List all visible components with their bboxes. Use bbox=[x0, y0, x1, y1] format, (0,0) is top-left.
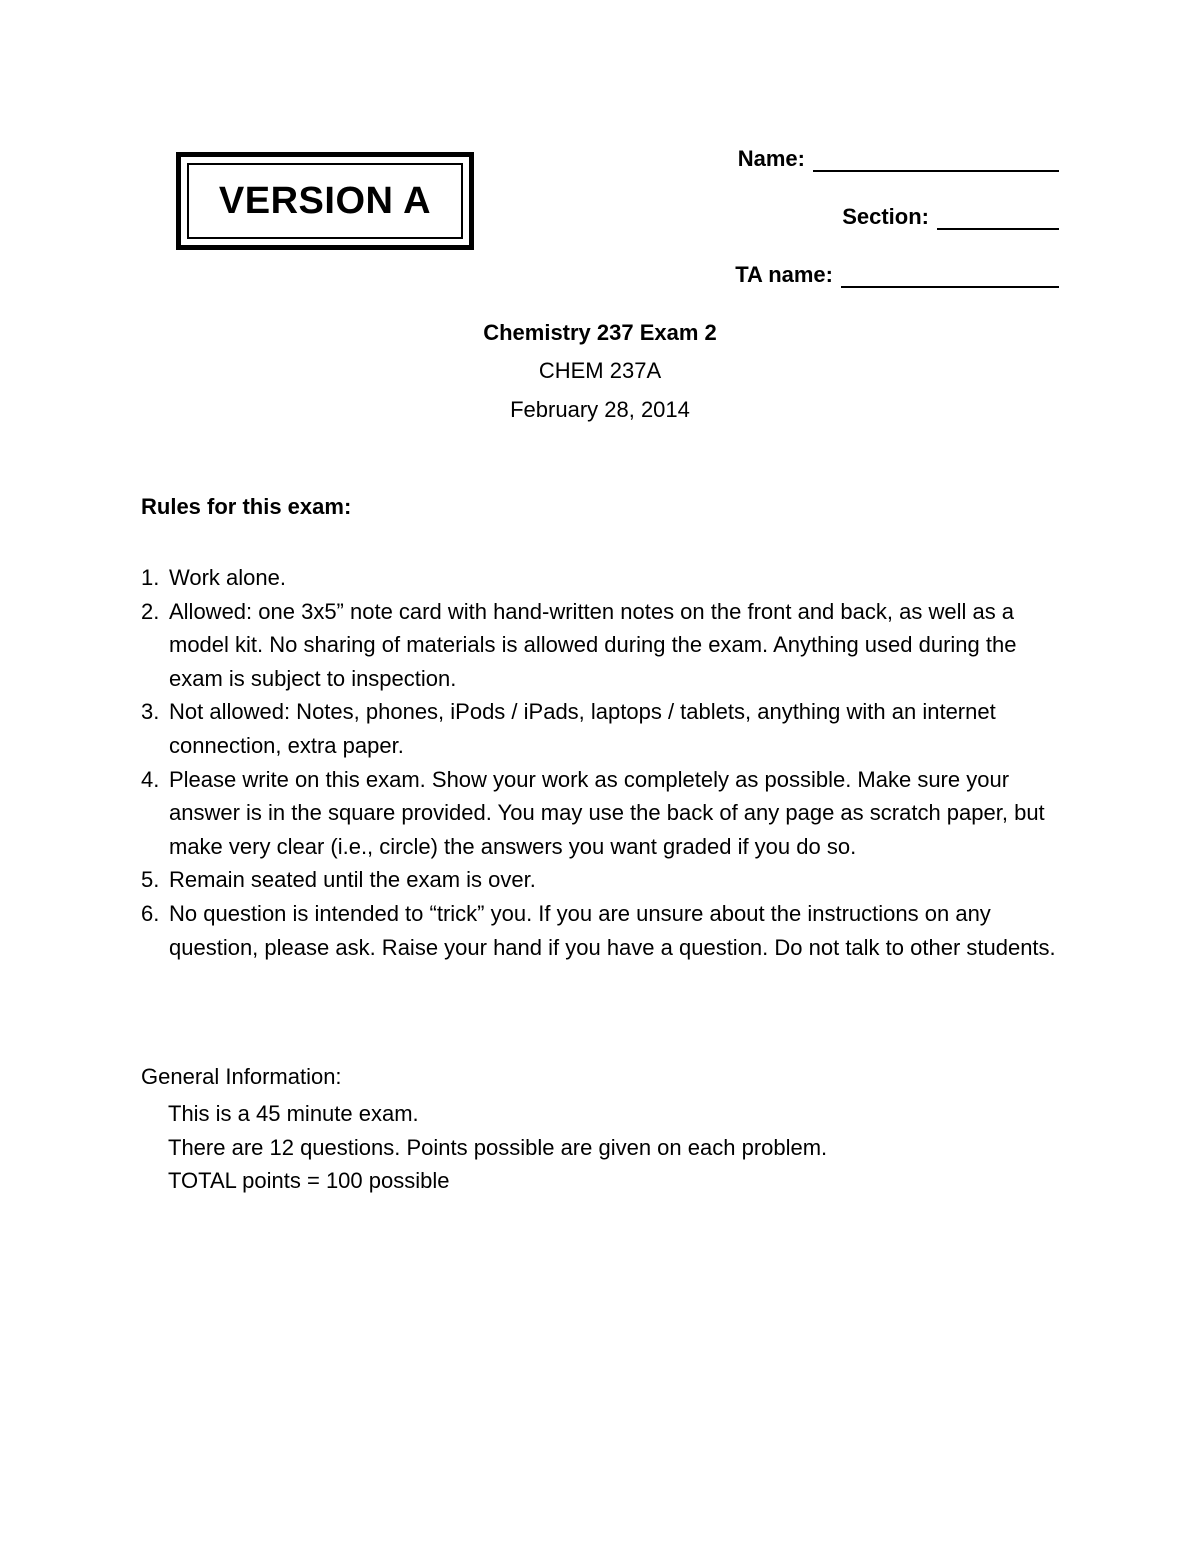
section-label: Section: bbox=[842, 204, 929, 229]
exam-date: February 28, 2014 bbox=[510, 397, 690, 422]
rule-text: Work alone. bbox=[169, 565, 286, 590]
general-info-line: This is a 45 minute exam. bbox=[168, 1101, 419, 1126]
rule-text: Remain seated until the exam is over. bbox=[169, 867, 536, 893]
rule-text: No question is intended to “trick” you. If you are unsure about the instructions on any question, please ask. Raise your hand if you have a question. Do not talk to other students. bbox=[169, 900, 1056, 960]
section-field[interactable] bbox=[842, 204, 1059, 230]
rule-text: Allowed: one 3x5” note card with hand-written notes on the front and back, as well as a model kit. No sharing of materials is allowed during the exam. Anything used during the exam is subject to inspection. bbox=[169, 598, 1017, 691]
version-label: VERSION A bbox=[218, 179, 432, 222]
rule-number: 5. bbox=[141, 867, 160, 893]
rule-number: 6. bbox=[141, 900, 160, 926]
version-box-inner bbox=[187, 163, 463, 239]
rule-item bbox=[141, 695, 1071, 762]
rule-item bbox=[141, 897, 1071, 964]
rule-number: 1. bbox=[141, 565, 160, 590]
general-info-line: There are 12 questions. Points possible are given on each problem. bbox=[168, 1134, 828, 1160]
version-box bbox=[176, 152, 474, 250]
ta-name-field[interactable] bbox=[735, 262, 1059, 288]
ta-name-blank-line[interactable] bbox=[841, 264, 1059, 288]
rule-number: 3. bbox=[141, 699, 160, 725]
rule-item bbox=[141, 863, 1071, 897]
rule-item bbox=[141, 763, 1071, 864]
name-field[interactable] bbox=[738, 146, 1059, 172]
ta-name-label: TA name: bbox=[735, 262, 833, 287]
section-blank-line[interactable] bbox=[937, 206, 1059, 230]
rule-item bbox=[141, 595, 1071, 696]
general-info-line: TOTAL points = 100 possible bbox=[168, 1168, 450, 1194]
rules-list bbox=[141, 561, 1071, 964]
rule-number: 2. bbox=[141, 598, 160, 624]
rule-text: Please write on this exam. Show your work as completely as possible. Make sure your answer is in the square provided. You may use the back of any page as scratch paper, but make very clear (i.e., circle) the answers you want graded if you do so. bbox=[169, 766, 1045, 859]
rule-number: 4. bbox=[141, 766, 160, 792]
name-blank-line[interactable] bbox=[813, 148, 1059, 172]
course-code: CHEM 237A bbox=[538, 358, 662, 383]
exam-title: Chemistry 237 Exam 2 bbox=[483, 320, 717, 345]
name-label: Name: bbox=[737, 146, 805, 171]
rule-item bbox=[141, 561, 1071, 595]
general-info-list bbox=[168, 1097, 827, 1198]
rule-text: Not allowed: Notes, phones, iPods / iPads, laptops / tablets, anything with an internet connection, extra paper. bbox=[169, 699, 996, 758]
rules-heading: Rules for this exam: bbox=[141, 494, 352, 519]
general-info-heading: General Information: bbox=[141, 1064, 342, 1089]
